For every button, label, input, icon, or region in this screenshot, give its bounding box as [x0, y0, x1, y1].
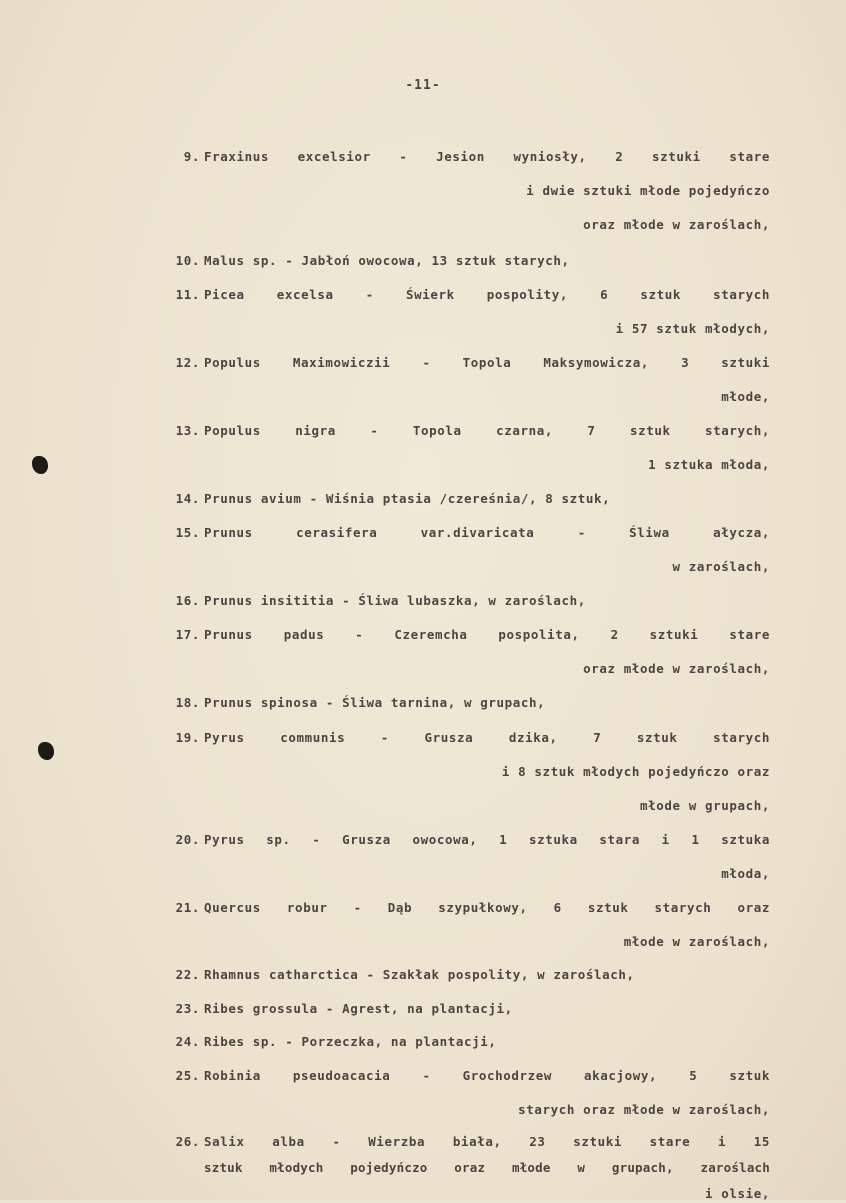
list-item — [160, 899, 770, 917]
item-text: Prunus cerasifera var.divaricata - Śliwa ałycza, — [204, 525, 770, 540]
item-text: Picea excelsa - Świerk pospolity, 6 sztuk starych — [204, 287, 770, 302]
item-number: 12. — [175, 355, 200, 370]
list-item — [160, 286, 770, 304]
item-text: Ribes grossula - Agrest, na plantacji, — [204, 1001, 513, 1016]
list-item — [160, 524, 770, 542]
item-number: 16. — [175, 593, 200, 608]
item-number: 17. — [175, 627, 200, 642]
item-continuation: 1 sztuka młoda, — [648, 457, 770, 472]
item-text: Malus sp. - Jabłoń owocowa, 13 sztuk starych, — [204, 253, 570, 268]
list-item — [160, 1133, 770, 1151]
list-item — [160, 422, 770, 440]
item-text: Robinia pseudoacacia - Grochodrzew akacjowy, 5 sztuk — [204, 1068, 770, 1083]
item-number: 11. — [175, 287, 200, 302]
list-item — [160, 729, 770, 747]
item-continuation: starych oraz młode w zaroślach, — [518, 1102, 770, 1117]
item-text: Rhamnus catharctica - Szakłak pospolity, w zaroślach, — [204, 967, 635, 982]
item-number: 15. — [175, 525, 200, 540]
item-continuation: i 57 sztuk młodych, — [615, 321, 770, 336]
list-item — [160, 626, 770, 644]
item-text: Pyrus sp. - Grusza owocowa, 1 sztuka stara i 1 sztuka — [204, 832, 770, 847]
item-text: Quercus robur - Dąb szypułkowy, 6 sztuk starych oraz — [204, 900, 770, 915]
item-text: Prunus avium - Wiśnia ptasia /czereśnia/, 8 sztuk, — [204, 491, 611, 506]
item-text: Pyrus communis - Grusza dzika, 7 sztuk starych — [204, 730, 770, 745]
item-text: Prunus padus - Czeremcha pospolita, 2 sztuki stare — [204, 627, 770, 642]
item-continuation: i olsie, — [704, 1186, 770, 1201]
punch-hole-lower — [38, 742, 54, 760]
item-continuation: i 8 sztuk młodych pojedyńczo oraz — [501, 764, 770, 779]
list-item — [160, 1067, 770, 1085]
item-number: 14. — [175, 491, 200, 506]
item-number: 24. — [175, 1034, 200, 1049]
item-continuation: młode, — [721, 389, 770, 404]
item-continuation: młode w grupach, — [639, 798, 770, 813]
item-text: Populus nigra - Topola czarna, 7 sztuk starych, — [204, 423, 770, 438]
item-text: Prunus spinosa - Śliwa tarnina, w grupach, — [204, 695, 546, 710]
item-number: 21. — [175, 900, 200, 915]
item-number: 26. — [175, 1134, 200, 1149]
item-number: 13. — [175, 423, 200, 438]
item-number: 23. — [175, 1001, 200, 1016]
item-continuation: oraz młode w zaroślach, — [583, 661, 770, 676]
item-continuation: i dwie sztuki młode pojedyńczo — [526, 183, 770, 198]
item-number: 10. — [175, 253, 200, 268]
item-number: 22. — [175, 967, 200, 982]
item-number: 19. — [175, 730, 200, 745]
item-continuation: w zaroślach, — [672, 559, 770, 574]
item-text: Prunus insititia - Śliwa lubaszka, w zaroślach, — [204, 593, 586, 608]
item-number: 25. — [175, 1068, 200, 1083]
item-number: 9. — [183, 149, 200, 164]
list-item — [160, 831, 770, 849]
item-text: Populus Maximowiczii - Topola Maksymowicza, 3 sztuki — [204, 355, 770, 370]
punch-hole-upper — [32, 456, 48, 474]
item-number: 20. — [175, 832, 200, 847]
item-continuation: młoda, — [721, 866, 770, 881]
page-number: -11- — [405, 78, 441, 93]
item-continuation: młode w zaroślach, — [623, 934, 770, 949]
item-continuation: oraz młode w zaroślach, — [583, 217, 770, 232]
item-text: Salix alba - Wierzba biała, 23 sztuki stare i 15 — [204, 1134, 770, 1149]
item-continuation: sztuk młodych pojedyńczo oraz młode w grupach, zaroślach — [204, 1160, 770, 1175]
item-text: Fraxinus excelsior - Jesion wyniosły, 2 sztuki stare — [204, 149, 770, 164]
list-item — [160, 354, 770, 372]
item-number: 18. — [175, 695, 200, 710]
item-text: Ribes sp. - Porzeczka, na plantacji, — [204, 1034, 497, 1049]
list-item — [160, 148, 770, 166]
